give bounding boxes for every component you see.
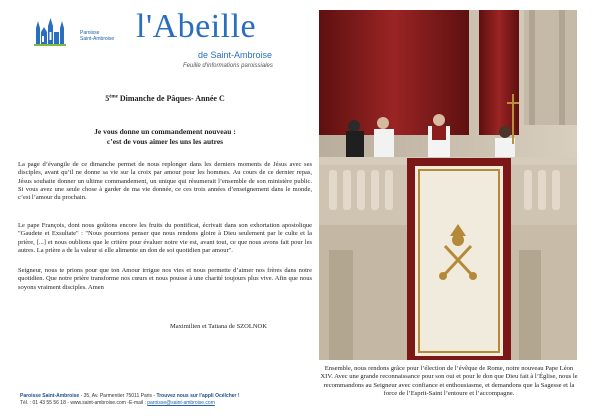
footer-app-link[interactable]: Trouvez nous sur l’appli Océlcher ! [156, 393, 240, 399]
church-logo-icon [32, 18, 76, 52]
heading-superscript: ème [109, 94, 118, 100]
parish-name-line2: Saint-Ambroise [80, 36, 115, 42]
paragraph-prayer: Seigneur, nous te prions pour que ton Amour irrigue nos vies et nous permette d’aimer nos frères dans notre quotidien. Que notre prière transforme nos cœurs et nous pousse à une charité toujours plus vive. Afin que nous soyons vraiment disciples. Amen [18, 267, 312, 291]
parish-name-line1: Paroisse [80, 30, 100, 36]
footer-line1 [20, 393, 320, 400]
footer-phone: Tél. : 01 43 55 56 18 - [20, 400, 71, 406]
quote-line1: Je vous donne un commandement nouveau : [94, 127, 236, 136]
footer-line2 [20, 400, 320, 407]
paragraph-pope-francis: Le pape François, dont nous goûtons encore les fruits du pontificat, écrivait dans son exhortation apostolique "Gaudete et Exsultate" : "Nous pourrions penser que nous rendons gloire à Dieu seulement par le culte et la prière, [...] et nous oublions que le critère pour évaluer notre vie est, avant tout, ce que nous avons fait pour les autres. La prière a de la valeur si elle alimente un don de soi quotidien par amour". [18, 222, 312, 254]
author-signature: Maximilien et Tatiana de SZOLNOK [170, 323, 267, 330]
quote-line2: c’est de vous aimer les uns les autres [106, 137, 224, 146]
footer-contact [20, 393, 320, 407]
newsletter-tagline: Feuille d'informations paroissiales [183, 63, 273, 69]
pope-balcony-photo [319, 10, 577, 360]
footer-email-label: -E-mail : [125, 400, 148, 406]
footer-parish-name: Paroisse Saint-Ambroise [20, 393, 80, 399]
newsletter-subtitle: de Saint-Ambroise [198, 50, 273, 60]
sunday-heading [20, 94, 310, 103]
newsletter-title: l'Abeille [136, 8, 257, 45]
parish-name-small [80, 30, 114, 42]
footer-email-link[interactable]: paroisse@saint-ambroise.com [147, 400, 215, 406]
paragraph-gospel: La page d’évangile de ce dimanche permet de nous replonger dans les derniers moments de Jésus avec ses disciples, avant qu’il ne donne sa vie sur la croix par amour pour les hommes. Au cours de ce dernier repas, Jésus souhaite donner un ultime commandement, un unique qui résumerait l’ensemble de son ministère public. Si vous avez une seule chose à garder de ma vie donnée, ce ces trois années d’enseignement dans le monde, c’est l’amour du prochain. [18, 161, 312, 202]
footer-website-link[interactable]: www.saint-ambroise.com [70, 400, 126, 406]
heading-number: 5 [105, 94, 110, 103]
photo-caption: Ensemble, nous rendons grâce pour l’élection de l’évêque de Rome, notre nouveau Pape Léon XIV. Avec une grande reconnaissance pour son oui et pour le don que Dieu fait à l’Église, nous le recommandons au Seigneur avec confiance et enthousiasme, et demandons que la Sagesse et la force de l’Esprit-Saint l’entoure et l’accompagne. [320, 365, 578, 397]
gospel-quote [20, 127, 310, 147]
footer-address: - 35, Av. Parmentier 75011 Paris - [79, 393, 157, 399]
heading-text: Dimanche de Pâques- Année C [117, 94, 225, 103]
